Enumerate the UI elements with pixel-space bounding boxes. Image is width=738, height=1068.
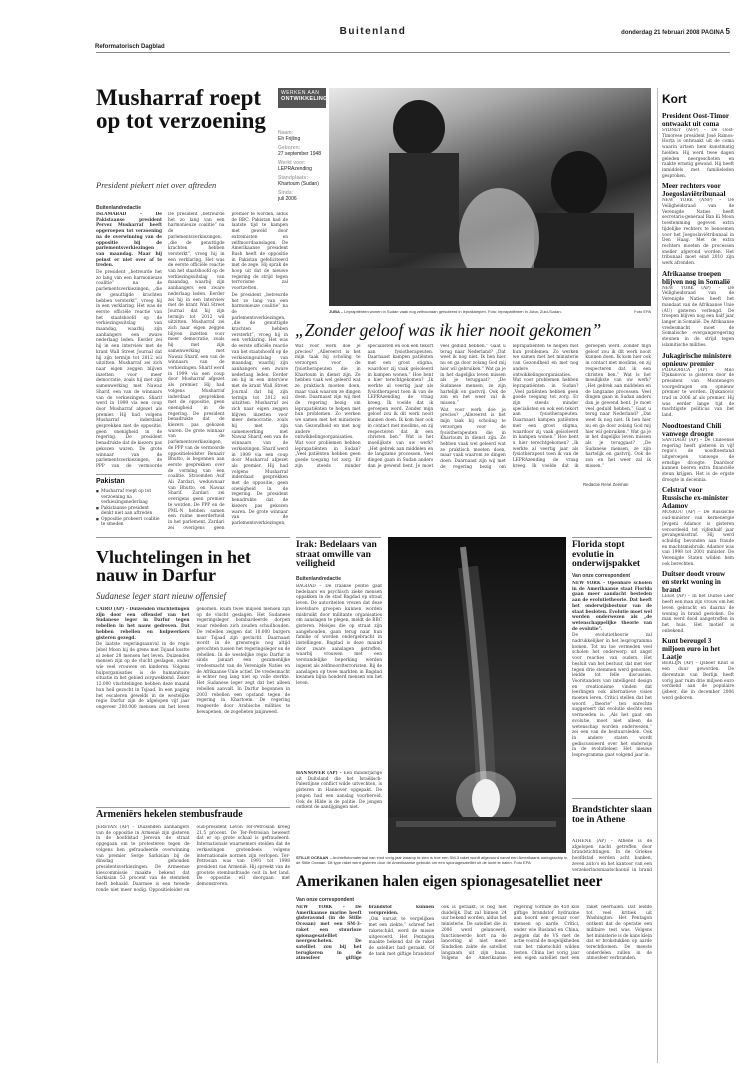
profile-banner-main: ONTWIKKELING	[281, 96, 328, 102]
juba-photo-shapes	[329, 88, 651, 306]
date: donderdag 21 februari 2008	[621, 30, 700, 36]
profile-banner-top: WERKEN AAN	[281, 90, 320, 96]
spionage-body: „Om onrust te vergelijken met een ziekte,” schreef het raketschild, werd de missie uitgevoerd. Het Pentagon maakte bekend dat de raket de satelliet had geraakt. Of de tank met giftige brandstof ook is geraakt, is nog niet duidelijk. Dat zal binnen 24 uur bekend worden, aldus het ministerie. De satelliet die in 2006 werd gelanceerd, functioneerde kort na de lancering al niet meer. Sindsdien zakte de satelliet langzaam uit zijn baan. Volgens de Amerikaanse regering vormde de 450 kilo giftige brandstof hydrazine aan boord een gevaar voor mensen op aarde. Critici, onder wie Rusland en China, zeggen dat de VS met de actie vooral de mogelijkheden van het raketschild wilden testen. China liet vorig jaar een eigen satelliet met een raket neerhalen. Dat leidde tot veel kritiek uit Washington. Het Pentagon ontkent dat de operatie een militaire test was. Volgens het ministerie is de kans klein dat er brokstukken op aarde terechtkomen. De meeste onderdelen zullen in de atmosfeer verbranden.	[368, 905, 652, 962]
profile-value: LEPRAzending	[278, 166, 312, 172]
pakistan-box-rule	[96, 474, 162, 475]
profile-value: Khartoum (Sudan)	[278, 181, 319, 187]
profile-value: juli 2006	[278, 196, 297, 202]
musharraf-headline: Musharraf roept op tot verzoening	[96, 85, 266, 134]
header-rule	[96, 52, 730, 53]
spionage-article	[296, 905, 652, 1065]
juba-caption-lead: JUBA –	[329, 309, 344, 314]
darfur-lead: CAIRO (AP) – Duizenden vluchtelingen zijn door een offensief van het Sudanese leger in Darfur tegen rebellen in het nauw gedreven. Dat hebben rebellen en hulpwerkers gisteren gezegd.	[96, 607, 190, 641]
kort-item-headline: Celstraf voor Russische ex-minister Adamov	[662, 486, 729, 511]
spionage-byline: Van onze correspondent	[296, 897, 355, 903]
kort-item	[662, 422, 734, 484]
armenie-article	[96, 825, 290, 1065]
kort-item-text: BERLIJN (AP) – IJsbeer Knut is een duur geworden. De dierentuin van Berlijn heeft vorig jaar ruim drie miljoen euro verdiend aan de populaire ijsbeer, die in december 2006 werd geboren.	[662, 661, 734, 701]
page-number: 5	[725, 27, 730, 36]
irak-rule	[296, 537, 381, 538]
date-page	[500, 27, 730, 36]
musharraf-byline: Buitenlandredactie	[96, 205, 142, 211]
musharraf-lead: ISLAMABAD – De Pakistaanse president Pervez Musharraf heeft opgeroepen tot verzoening na de overwinning van de oppositie bij de parlementsverkiezingen van maandag. Maar hij peinst er niet over af te treden.	[96, 212, 162, 269]
profile-banner	[278, 88, 326, 108]
section-title: Buitenland	[339, 26, 407, 37]
kort-item-headline: Afrikaanse troepen blijven nog in Somalië	[662, 269, 731, 286]
kort-item-text: LEER (AP) – In het Duitse Leer heeft een man zijn vrouw om het leven gebracht en daarna de woning in brand gestoken. De man werd dood aangetroffen in het huis. Het motief is onbekend.	[662, 594, 734, 634]
darfur-headline: Vluchtelingen in het nauw in Darfur	[96, 547, 252, 586]
missile-caption-credit: Foto EPA	[513, 860, 531, 865]
newspaper-name: Reformatorisch Dagblad	[95, 44, 165, 50]
missile-photo-shapes	[388, 537, 566, 853]
florida-article	[572, 581, 652, 795]
profile-value: 27 september 1948	[278, 151, 322, 157]
kort-item-headline: Jukagirische ministere opnieuw premier	[662, 351, 732, 368]
musharraf-subtitle: President piekert niet over aftreden	[96, 180, 217, 190]
irak-byline: Buitenlandredactie	[296, 576, 342, 582]
profile-body: Wat voor werk doe je precies? „Allereerst is het mijn taak bij scholing te verzorgen voor de fysiotherapeuten die in Khartoum in dienst zijn. Ze hebben vaak wel geleerd wat ze praktisch moeten doen, maar vaak waarom ze dingen doen. Daarnaast zijn wij met de regering bezig om leprapatiënten te helpen met hun problemen. Zo werken we samen met het ministerie van Gezondheid en met nog andere ontwikkelingsorganisaties. Wat voor problemen hebben leprapatiënten in Sudan? „Veel patiënten hebben geen goede toegang tot zorg. Er zijn steeds minder specialisten en ook een tekort aan fysiotherapeuten. Daarnaast kampen patiënten met een groot stigma, waardoor zij vaak geïsoleerd in kampen wonen.” Hoe bent u hier terechtgekomen? „Ik werkte al veertig jaar als fysiotherapeut toen ik van de LEPRAzending de vraag kreeg. Ik voelde dat ik geroepen werd. Zonder mijn geloof zou ik dit werk nooit kunnen doen. Ik kom hier ook in contact met moslims, en zij respecteren dat ik een christen ben.” Wat is het moeilijkste van uw werk? „Het gebrek aan middelen en de langzame processen. Veel dingen gaan in Sudan anders dan je gewend bent. Je moet veel geduld hebben.” Gaat u terug naar Nederland? „Dat weet ik nog niet. Ik ben hier nu en ga door zolang God mij hier wil gebruiken.” Wat ga je in het dagelijks leven missen als je teruggaat? „De Sudanese mensen, ze zijn hartelijk en gastvrij. Ook de zon en het weer zal ik missen.”	[295, 344, 506, 469]
florida-headline: Florida stopt evolutie in onderwijspakket	[572, 540, 641, 570]
musharraf-body-c: De president „betreurde het zo lang van een harmonieuze coalitie” na de parlementsverkiezingen, „die de genuttigde krachten hebben versterkt”, vroeg hij in een verklaring. Het was de eerste officiële reactie van het staatshoofd op de verkiezingsuitslag van maandag, waarbij zijn aanhangers een zware nederlaag leden. Eerder zei hij in een interview met de krant Wall Street Journal dat hij zijn termijn tot 2012 wil uitzitten. Musharraf zei zich naar eigen zeggen blijven inzetten voor meer democratie, zoals hij met zijn samenwerking met Nawaz Sharif, een van de winnaars van de verkiezingen. Sharif werd in 1999 via een coup door Musharraf afgezet als premier. Hij had volgens Musharraf inderdaad gesprekken met de oppositie, geen onenigheid in de regering. De president benadrukte dat de kiezers pas gekozen waren. De grote winnaar van de parlementsverkiezingen,	[231, 292, 288, 526]
irak-article	[296, 584, 382, 768]
kort-title: Kort	[662, 92, 687, 106]
kort-item	[662, 486, 734, 567]
musharraf-body-a: De president „betreurde het zo lang van een harmonieuze coalitie” na de parlementsverkiezingen, „die de genuttigde krachten hebben versterkt”, vroeg hij in een verklaring. Het was de eerste officiële reactie van het staatshoofd op de verkiezingsuitslag van maandag, waarbij zijn aanhangers een zware nederlaag leden. Eerder zei hij in een interview met de krant Wall Street Journal dat hij zijn termijn tot 2012 wil uitzitten. Musharraf zei zich naar eigen zeggen blijven inzetten voor meer democratie, zoals hij met zijn samenwerking met Nawaz Sharif, een van de winnaars van de verkiezingen. Sharif werd in 1999 via een coup door Musharraf afgezet als premier. Hij had volgens Musharraf inderdaad gesprekken met de oppositie, geen onenigheid in de regering. De president benadrukte dat de kiezers pas gekozen waren. De grote winnaar van de parlementsverkiezingen, de PPP van de vermoorde	[96, 270, 162, 469]
juba-caption-text: Lepraptiënten wonen in Sudan vaak nog zelfvooraan geïsoleerd in leprakampen. Foto: leprapatiënten in Juba, Zuid-Sudan.	[344, 309, 562, 314]
page-label: PAGINA	[701, 30, 724, 36]
kort-item-text: SYDNEY (AFP) – De Oost-Timorese president José Ramos-Horta is ontwaakt uit de coma waarin artsen hem kunstmatig hielden. Hij werd twee dagen geleden neergeschoten en raakte ernstig gewond. Hij heeft inmiddels met familieleden gesproken.	[662, 128, 734, 179]
kort-item-headline: President Oost-Timor ontwaakt uit coma	[662, 112, 729, 128]
kort-item-text: NEW YORK (AP) – De Veiligheidsraad van de Verenigde Naties heeft het mandaat van de Afrikaanse Unie (AU) gisteren verlengd. De troepen blijven nog een half jaar langer in Somalië. De Afrikaanse vredesmacht moet de Somalische overgangsregering steunen in de strijd tegen islamitische milities.	[662, 285, 734, 348]
musharraf-body-b: De president „betreurde het zo lang van een harmonieuze coalitie” na de parlementsverkiezingen, „die de genuttigde krachten hebben versterkt”, vroeg hij in een verklaring. Het was de eerste officiële reactie van het staatshoofd op de verkiezingsuitslag van maandag, waarbij zijn aanhangers een zware nederlaag leden. Eerder zei hij in een interview met de krant Wall Street Journal dat hij zijn termijn tot 2012 wil uitzitten. Musharraf zei zich naar eigen zeggen blijven inzetten voor meer democratie, zoals hij met zijn samenwerking met Nawaz Sharif, een van de winnaars van de verkiezingen. Sharif werd in 1999 via een coup door Musharraf afgezet als premier. Hij had volgens Musharraf inderdaad gesprekken met de oppositie, geen onenigheid in de regering. De president benadrukte dat de kiezers pas gekozen waren. De grote winnaar van de parlementsverkiezingen, de PPP van de vermoorde oppositieleidster Benazir Bhutto, is begonnen aan eerste gesprekken over de vorming van een coalitie. Stroomden Asif Ali Zardari, weduwnaar van Bhutto, en Nawaz Sharif. Zardari zei overigens geen premier te worden. De PPP en de PML-N hebben samen een ruime meerderheid in het parlement. Zardari zei overigens geen premier te worden, aldus de BBC. Pakistan had de laatste tijd te kampen met geweld door extremisten en zelfmoordaanslagen. De Amerikaanse president Bush heeft de oppositie in Pakistan gefeliciteerd met de zege. Hij sprak de hoop uit dat de nieuwe regering de strijd tegen terrorisme zal voortzetten.	[168, 212, 288, 531]
kort-item-text: NEW YORK (ANP) – De Veiligheidsraad van de Verenigde Naties heeft secretaris-generaal Ban Ki Moon toestemming gegeven extra tijdelijke rechters te benoemen voor het Joegoslaviëtribunaal in Den Haag. Met de extra rechters moeten de processen sneller afgerond worden. Het tribunaal moet eind 2010 zijn werk afronden.	[662, 198, 734, 267]
profile-body-repeat: Wat voor werk doe je precies? „Allereerst is het mijn taak bij scholing te verzorgen voor de fysiotherapeuten die in Khartoum in dienst zijn. Ze hebben vaak wel geleerd wat ze praktisch moeten doen, maar vaak waarom ze dingen doen. Daarnaast zijn wij met de regering bezig om leprapatiënten te helpen met hun problemen. Zo werken we samen met het ministerie van Gezondheid en met nog andere ontwikkelingsorganisaties. Wat voor problemen hebben leprapatiënten in Sudan? „Veel patiënten hebben geen goede toegang tot zorg. Er zijn steeds minder specialisten en ook een tekort aan fysiotherapeuten. Daarnaast kampen patiënten met een groot stigma, waardoor zij vaak geïsoleerd in kampen wonen.” Hoe bent u hier terechtgekomen? „Ik werkte al veertig jaar als fysiotherapeut toen ik van de LEPRAzending de vraag kreeg. Ik voelde dat ik geroepen werd. Zonder mijn geloof zou ik dit werk nooit kunnen doen. Ik kom hier ook in contact met moslims, en zij respecteren dat ik een christen ben.” Wat is het moeilijkste van uw werk? „Het gebrek aan middelen en de langzame processen. Veel dingen gaan in Sudan anders dan je gewend bent. Je moet veel geduld hebben.” Gaat u terug naar Nederland? „Dat weet ik nog niet. Ik ben hier nu en ga door zolang God mij hier wil gebruiken.” Wat ga je in het dagelijks leven missen als je teruggaat? „De Sudanese mensen, ze zijn hartelijk en gastvrij. Ook de zon en het weer zal ik missen.”	[440, 344, 651, 470]
profile-label: Naam:	[278, 130, 294, 136]
pakistan-box-item: ■ Pakistaanse president denkt niet aan aftreden	[96, 506, 162, 517]
kort-item-headline: Kunt bereugel 3 miljoen euro in het Laatje	[662, 637, 720, 662]
armenie-headline: Armeniërs hekelen stembusfraude	[96, 809, 243, 820]
kort-item-text: MOSKOU (AP) – De Russische oud-minister van kernenergie Jevgeni Adamov is gisteren veroordeeld tot vijfenhalf jaar gevangenisstraf. Hij werd schuldig bevonden aan fraude en machtsmisbruik. Adamov was van 1998 tot 2001 minister. De Verenigde Staten wilden hem ook berechten.	[662, 510, 734, 567]
hannover-lead: HANNOVER (AP) –	[296, 771, 342, 776]
juba-photo	[329, 88, 651, 306]
missile-photo	[388, 537, 566, 853]
darfur-body: De laatste regeringsaanval in de regio Jebel Moon bij de grens met Tsjaad kostte al zeker 28 mensen het leven. Duizenden mensen zijn op de vlucht geslagen, onder wie veel vrouwen en kinderen. Volgens hulporganisaties is de humanitaire situatie in het gebied zorgwekkend. Zeker 12.000 vluchtelingen hebben deze maand hun heil gezocht in Tsjaad. In een paging het escaleren gewelds in de westelijke regio Darfur zijn de afgelopen vijf jaar ongeveer 200.000 mensen om het leven gekomen. Ruim twee miljoen mensen zijn op de vlucht geslagen. Het Sudanese regeringsleger bombardeerde dorpen waar rebellen zich zouden schuilhouden. De rebellen zeggen dat 10.000 burgers naar Tsjaad zijn gevlucht. Daarnaast wordt in de grensregio nog altijd gevochten tussen het regeringsleger en de rebellen. In de westelijke regio Darfur is sinds januari een gezamenlijke vredesmacht van de Verenigde Naties en de Afrikaanse Unie actief. De vredesmacht is echter nog lang niet op volle sterkte. Het Sudanese leger zegt dat het alleen rebellen aanvalt. In Darfur begonnen in 2003 rebellen een opstand tegen de regering in Khartoem. De regering reageerde door Arabische milities te bewapenen, de zogeheten janjaweed.	[96, 607, 290, 715]
athene-rule	[572, 798, 652, 799]
florida-lead: NEW YORK – Openbare scholen in de Amerikaanse staat Florida gaan meer aandacht besteden aan de evolutietheorie. Dat heeft het onderwijsbestuur van de staat besloten. Evolutie moet wel worden onderwezen als „de wetenschappelijke theorie van de evolutie”.	[572, 581, 652, 632]
profile-label: Werkt voor:	[278, 160, 306, 166]
florida-body: De evolutietheorie zal nadrukkelijker in het lesprogramma komen. Tot nu toe vermeden veel scholen het onderwerp uit angst voor reacties van ouders. Het besluit van het bestuur, dat met vier tegen drie stemmen werd genomen, leidde tot felle discussies. Voorstanders van intelligent design en creationisme vinden dat leerlingen ook alternatieve visies moeten leren. Critici stellen dat het woord „theorie” ten onrechte suggereert dat evolutie slechts een vermoeden is. „Als het gaat om evolutie, moet niet alleen de wetenschap worden onderwezen,” zei een van de bestuursleden. Ook in andere staten wordt gediscussieerd over het onderwijs in de evolutieleer. Het nieuwe lesprogramma gaat volgend jaar in.	[572, 633, 652, 759]
musharraf-article	[96, 212, 162, 470]
darfur-rule	[96, 537, 290, 538]
kort-item-text: PODGORICA (AP) – Milo Djukanovic is gisteren door de president van Montenegro voorgedragen om opnieuw premier te worden. Djukanovic trad in 2006 af als premier. Hij was eerder lange tijd de machtigste politicus van het land.	[662, 367, 734, 419]
kort-item-headline: Noodtoestand Chili vanwege droogte	[662, 421, 722, 438]
profile-label: Standplaats:	[278, 175, 309, 181]
spionage-headline: Amerikanen halen eigen spionagesatelliet neer	[296, 873, 603, 890]
pakistan-box-item: ■ Musharraf roept op tot verzoening na verkiezingsnederlaag	[96, 489, 162, 506]
kort-item	[662, 270, 734, 349]
athene-body: ATHENE (AP) – Athene is de afgelopen nacht getroffen door brandstichtingen. In de Griekse hoofdstad werden acht banken, zeven auto's en het kantoor van een verzekeringsmaatschappij in brand	[572, 839, 652, 871]
profile-quote: „Zonder geloof was ik hier nooit gekomen”	[295, 320, 602, 340]
hannover-body: Een minderjarige uit Duitsland die het Israëlisch-Palestijnse conflict wilde uitvechten, is gisteren in Hannover opgepakt. De jongen had een aanslag voorbereid. Ook de Hilde is de politie. De jongen ontkent de aantijgingen niet.	[296, 771, 382, 811]
kort-item-headline: Duitser doodt vrouw en sterkt woning in brand	[662, 570, 726, 595]
profile-value: Eh Frijling	[278, 136, 301, 142]
profile-credit: Redactie René Zeeman	[583, 482, 629, 487]
darfur-article	[96, 607, 290, 802]
florida-rule	[572, 537, 652, 538]
profile-label: Geboren:	[278, 145, 301, 151]
kort-item	[662, 112, 734, 179]
hannover-article	[296, 771, 382, 841]
armenie-rule	[96, 807, 290, 808]
pakistan-box-title: Pakistan	[96, 478, 125, 485]
athene-article	[572, 839, 652, 871]
irak-body: BAGDAD – De Iraakse politie gaat bedelaars en psychisch zieke mensen oppakken in de stad Bagdad op straat leven. De autoriteiten vrezen dat deze kwetsbare groepen kunnen worden misbruikt door militante organisaties om aanslagen te plegen, meldt de BBC gisteren. Meisjes die op straat zijn aangehouden, gaan terug naar hun familie of worden ondergebracht in instellingen. Bagdad is deze maand door zware aanslagen getroffen, waarbij vrouwen met een verstandelijke beperking werden ingezet als zelfmoordterroristen. Bij de aanslagen op twee markten in Bagdad kwamen bijna honderd mensen om het leven.	[296, 584, 382, 686]
spionage-lead: NEW YORK – De Amerikaanse marine heeft gisteravond (in de Stille Oceaan) met een SM-3-raket een stuurloze spionagesatelliet neergeschoten. De satelliet zou bij het terugkeren in de atmosfeer giftige brandstof kunnen verspreiden.	[296, 905, 435, 962]
darfur-subtitle: Sudanese leger start nieuw offensief	[96, 591, 226, 601]
profile-interview	[295, 344, 651, 494]
kort-list	[662, 112, 734, 1062]
kort-item-text: SANTIAGO (AP) – De Chileense regering heeft gisteren in vijf regio's de noodtoestand uitgeroepen vanwege de ernstige droogte. Daardoor kunnen boeren extra financiële steun krijgen. Het is de ergste droogte in decennia.	[662, 437, 734, 483]
pakistan-box-list	[96, 489, 162, 528]
musharraf-article-cols	[168, 212, 288, 532]
athene-headline: Brandstichter slaan toe in Athene	[572, 805, 652, 825]
kort-item	[662, 182, 734, 266]
missile-caption	[296, 855, 568, 865]
irak-headline: Irak: Bedelaars van straat omwille van veiligheid	[296, 540, 377, 570]
kort-item	[662, 570, 734, 634]
pakistan-box-item: ■ Oppositie probeert coalitie te smeden	[96, 517, 162, 528]
juba-caption-credit: Foto EPA	[634, 309, 651, 314]
juba-caption	[329, 309, 651, 314]
profile-label: Sinds:	[278, 190, 294, 196]
missile-caption-text: Archieffotomateriaal van eind vorig jaar waarop te zien is hoe een SM-3 raket wordt afgevuurd vanaf een Amerikaans oorlogsschip in de Stille Oceaan. Dit type raket werd gisteren door de Amerikaanse gebruikt om een spionagesatelliet uit de lucht te halen.	[296, 855, 568, 865]
kort-divider	[657, 88, 658, 1063]
profile-fields	[278, 130, 326, 205]
florida-byline: Van onze correspondent	[572, 573, 631, 579]
kort-item-headline: Meer rechters voor Joegoslaviëtribunaal	[662, 182, 726, 199]
kort-item	[662, 352, 734, 419]
missile-caption-lead: STILLE OCEAAN –	[296, 855, 332, 860]
kort-item	[662, 637, 734, 701]
armenie-body: JEREVAN (AP) – Duizenden aanhangers van de oppositie in Armenië zijn gisteren in de hoofdstad Jerevan de straat opgegaan om te protesteren tegen de volgens hen gefraudeerde overwinning van premier Serge Sarkisian bij de dinsdag gehouden presidentsverkiezingen. De Armeense kiescommissie maakte bekend dat Sarkisian 53 procent van de stemmen heeft behaald. Daarmee is een tweede ronde niet meer nodig. Oppositieleider en oud-president Levon Ter-Petrosian kreeg 21,5 procent. De Ter-Petrosian beweert dat er op grote schaal is gefraudeerd. Internationale waarnemers stelden dat de verkiezingen grotendeels volgens internationale normen zijn verlopen. Ter-Petrosian was van 1991 tot 1998 president van Armenië. Hij spreekt van de grootste stembusfraude ooit in het land. De oppositie wil doorgaan met demonstreren.	[96, 825, 290, 893]
